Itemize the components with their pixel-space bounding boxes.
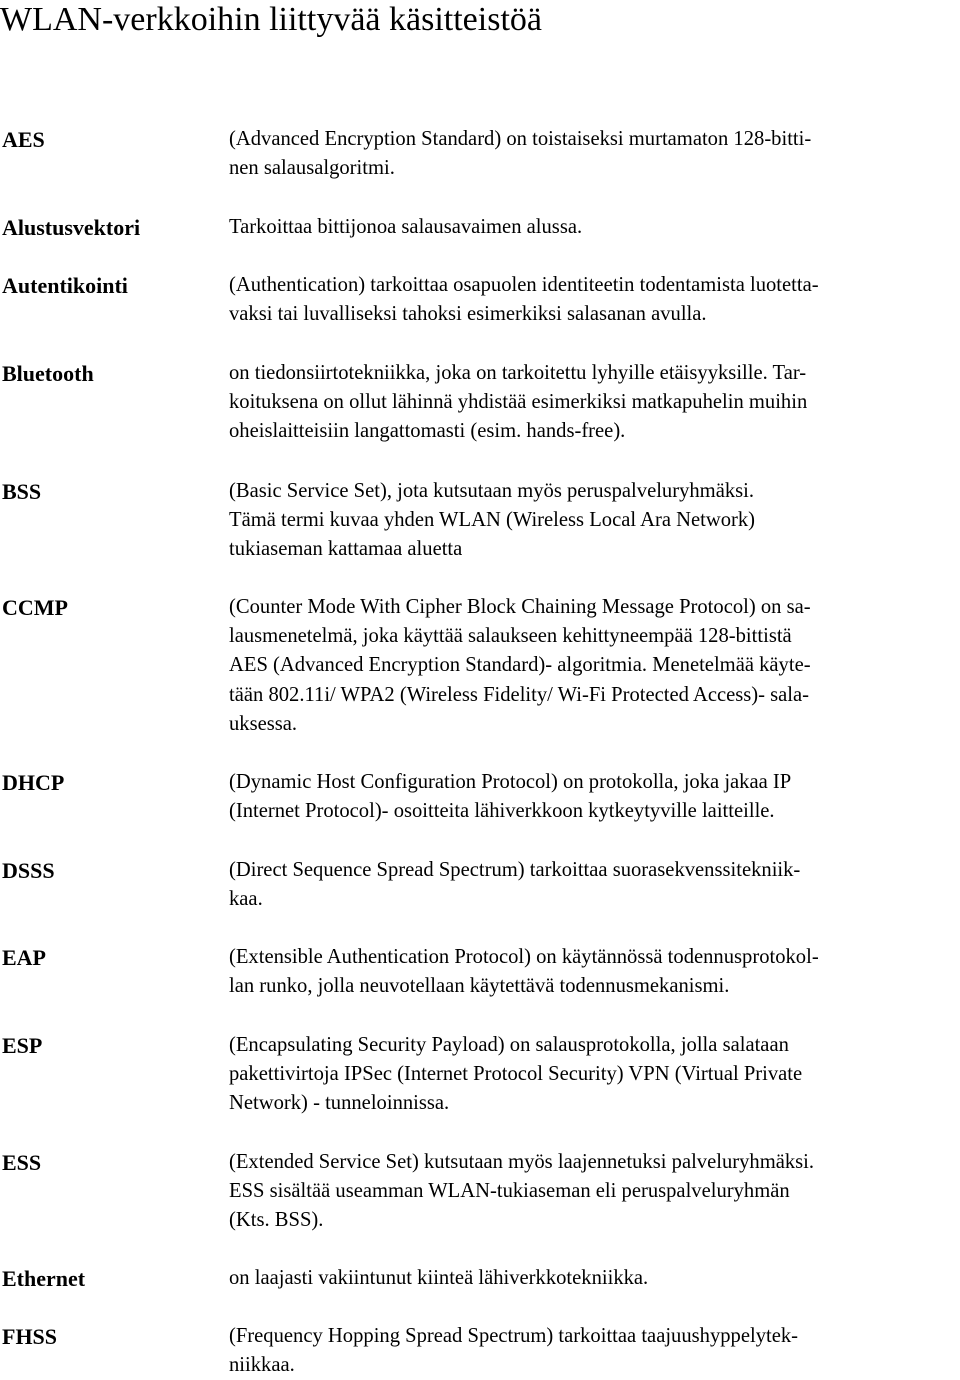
- definition-line: (Frequency Hopping Spread Spectrum) tarkoittaa taajuushyppelytek-: [229, 1325, 799, 1347]
- glossary-definition: [229, 213, 957, 242]
- definition-line: uksessa.: [229, 712, 298, 735]
- definition-line: (Advanced Encryption Standard) on toistaiseksi murtamaton 128-bitti-: [229, 128, 812, 150]
- glossary-definition: [229, 1322, 957, 1380]
- glossary-term: ESS: [2, 1150, 42, 1175]
- glossary-definition: [229, 359, 957, 447]
- definition-line: Tarkoittaa bittijonoa salausavaimen alussa.: [229, 216, 583, 238]
- glossary-definition: [229, 1031, 957, 1119]
- definition-line: (Direct Sequence Spread Spectrum) tarkoittaa suorasekvenssitekniik-: [229, 859, 801, 881]
- definition-line: lan runko, jolla neuvotellaan käytettävä todennusmekanismi.: [229, 975, 730, 998]
- glossary-term: Autentikointi: [2, 273, 128, 298]
- definition-line: nen salausalgoritmi.: [229, 157, 395, 180]
- glossary-definition: [229, 593, 957, 739]
- glossary-term: DHCP: [2, 770, 65, 795]
- glossary-term: CCMP: [2, 595, 68, 620]
- glossary-definition: [229, 271, 957, 329]
- glossary-definition: [229, 1148, 957, 1236]
- definition-line: kaa.: [229, 888, 263, 911]
- definition-line: koituksena on ollut lähinnä yhdistää esimerkiksi matkapuhelin muihin: [229, 391, 808, 414]
- glossary-term: Alustusvektori: [2, 215, 141, 240]
- definition-line: on laajasti vakiintunut kiinteä lähiverkkotekniikka.: [229, 1267, 649, 1289]
- page-title: WLAN-verkkoihin liittyvää käsitteistöä: [0, 1, 542, 38]
- glossary-term: FHSS: [2, 1324, 58, 1349]
- glossary-term: BSS: [2, 479, 42, 504]
- glossary-term: ESP: [2, 1033, 43, 1058]
- glossary-term: Ethernet: [2, 1266, 86, 1291]
- definition-line: ESS sisältää useamman WLAN-tukiaseman eli peruspalveluryhmän: [229, 1180, 790, 1203]
- definition-line: (Extensible Authentication Protocol) on käytännössä todennusprotokol-: [229, 946, 819, 968]
- glossary-term: AES: [2, 127, 45, 152]
- definition-line: (Kts. BSS).: [229, 1209, 324, 1232]
- definition-line: (Dynamic Host Configuration Protocol) on protokolla, joka jakaa IP: [229, 771, 792, 793]
- definition-line: (Encapsulating Security Payload) on salausprotokolla, jolla salataan: [229, 1034, 789, 1056]
- glossary-definition: [229, 477, 957, 565]
- definition-line: tään 802.11i/ WPA2 (Wireless Fidelity/ Wi-Fi Protected Access)- sala-: [229, 683, 810, 706]
- definition-line: (Counter Mode With Cipher Block Chaining Message Protocol) on sa-: [229, 596, 811, 618]
- glossary-term: EAP: [2, 945, 46, 970]
- glossary-definition: [229, 856, 957, 914]
- glossary-term: DSSS: [2, 858, 55, 883]
- definition-line: pakettivirtoja IPSec (Internet Protocol Security) VPN (Virtual Private: [229, 1063, 803, 1086]
- definition-line: (Basic Service Set), jota kutsutaan myös peruspalveluryhmäksi.: [229, 480, 755, 502]
- definition-line: niikkaa.: [229, 1354, 295, 1377]
- definition-line: (Internet Protocol)- osoitteita lähiverkkoon kytkeytyville laitteille.: [229, 800, 775, 823]
- definition-line: (Extended Service Set) kutsutaan myös laajennetuksi palveluryhmäksi.: [229, 1151, 815, 1173]
- definition-line: oheislaitteisiin langattomasti (esim. hands-free).: [229, 420, 626, 443]
- definition-line: tukiaseman kattamaa aluetta: [229, 538, 463, 561]
- definition-line: lausmenetelmä, joka käyttää salaukseen kehittyneempää 128-bittistä: [229, 625, 792, 648]
- definition-line: on tiedonsiirtotekniikka, joka on tarkoitettu lyhyille etäisyyksille. Tar-: [229, 362, 807, 384]
- definition-line: Tämä termi kuvaa yhden WLAN (Wireless Local Ara Network): [229, 509, 756, 532]
- definition-line: vaksi tai luvalliseksi tahoksi esimerkiksi salasanan avulla.: [229, 303, 707, 326]
- glossary-term: Bluetooth: [2, 361, 94, 386]
- definition-line: AES (Advanced Encryption Standard)- algoritmia. Menetelmää käyte-: [229, 654, 811, 677]
- glossary-definition: [229, 943, 957, 1001]
- glossary-definition: [229, 768, 957, 826]
- glossary-definition: [229, 1264, 957, 1293]
- glossary-definition: [229, 125, 957, 183]
- definition-line: Network) - tunneloinnissa.: [229, 1092, 450, 1115]
- definition-line: (Authentication) tarkoittaa osapuolen identiteetin todentamista luotetta-: [229, 274, 819, 296]
